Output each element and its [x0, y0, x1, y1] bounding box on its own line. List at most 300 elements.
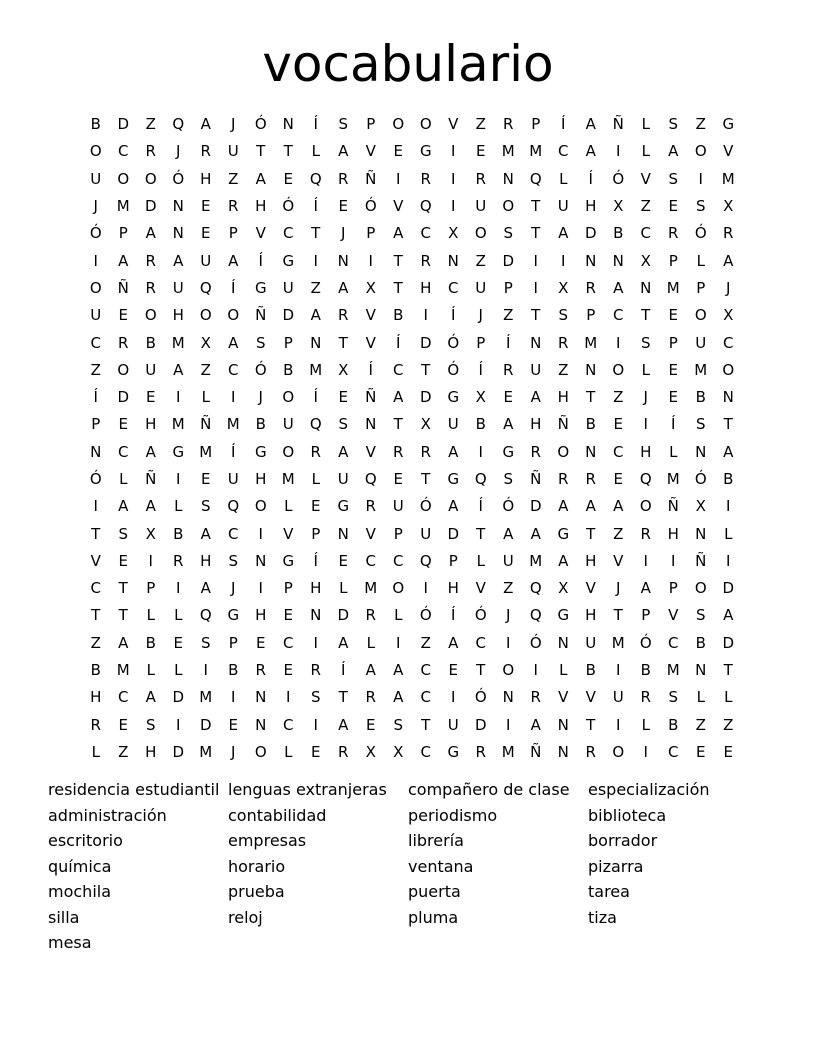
grid-letter: Ñ — [557, 415, 569, 434]
grid-letter: E — [311, 742, 321, 761]
grid-letter: P — [311, 524, 321, 543]
grid-letter: H — [255, 606, 267, 625]
grid-letter: L — [641, 142, 650, 161]
grid-letter: S — [640, 333, 651, 352]
word-list-item: reloj — [228, 907, 263, 927]
grid-letter: A — [585, 115, 596, 134]
grid-letter: U — [227, 142, 239, 161]
grid-letter: U — [502, 551, 514, 570]
grid-letter: Z — [503, 579, 514, 598]
grid-letter: M — [529, 142, 543, 161]
grid-letter: R — [365, 497, 376, 516]
grid-letter: O — [392, 579, 405, 598]
grid-letter: V — [640, 169, 651, 188]
grid-letter: G — [447, 388, 460, 407]
grid-letter: R — [420, 442, 431, 461]
grid-letter: D — [474, 715, 487, 734]
grid-letter: U — [282, 415, 294, 434]
grid-letter: M — [309, 360, 323, 379]
word-list-item: especialización — [588, 780, 710, 799]
grid-letter: V — [558, 688, 569, 707]
grid-letter: X — [640, 251, 651, 270]
grid-letter: X — [365, 278, 376, 297]
grid-letter: A — [448, 633, 459, 652]
grid-letter: Ó — [254, 360, 267, 379]
grid-letter: Q — [419, 551, 432, 570]
grid-letter: A — [613, 497, 624, 516]
grid-letter: G — [557, 606, 570, 625]
grid-row — [82, 630, 742, 657]
grid-letter: A — [145, 688, 156, 707]
grid-letter: S — [200, 497, 211, 516]
grid-letter: N — [255, 688, 267, 707]
grid-letter: N — [557, 633, 569, 652]
grid-letter: I — [643, 415, 648, 434]
grid-letter: A — [310, 306, 321, 325]
grid-letter: A — [530, 388, 541, 407]
grid-letter: H — [585, 551, 597, 570]
grid-letter: R — [365, 688, 376, 707]
grid-letter: L — [724, 524, 733, 543]
grid-letter: Z — [475, 251, 486, 270]
grid-letter: Ñ — [200, 415, 212, 434]
grid-letter: Í — [478, 360, 483, 379]
grid-letter: Ñ — [530, 742, 542, 761]
grid-letter: M — [666, 470, 680, 488]
grid-row — [82, 275, 742, 302]
grid-letter: R — [475, 169, 486, 188]
grid-letter: A — [338, 278, 349, 297]
grid-letter: A — [145, 224, 156, 243]
grid-letter: M — [529, 551, 543, 570]
grid-letter: X — [338, 360, 349, 379]
grid-letter: O — [694, 306, 707, 325]
grid-letter: O — [722, 360, 735, 379]
grid-letter: Í — [671, 415, 676, 434]
grid-letter: Ñ — [695, 551, 707, 570]
grid-letter: A — [448, 442, 459, 461]
grid-letter: C — [283, 224, 294, 243]
grid-letter: S — [695, 415, 706, 434]
grid-letter: T — [118, 606, 128, 625]
grid-letter: O — [199, 306, 212, 325]
grid-letter: M — [171, 333, 185, 352]
grid-letter: Z — [723, 715, 734, 734]
grid-letter: I — [698, 169, 703, 188]
grid-letter: U — [145, 360, 157, 379]
grid-letter: L — [174, 497, 183, 516]
grid-letter: R — [585, 470, 596, 488]
grid-letter: T — [393, 251, 403, 270]
grid-letter: Í — [313, 388, 318, 407]
grid-letter: S — [145, 715, 156, 734]
grid-letter: L — [476, 551, 485, 570]
word-list-item: compañero de clase — [408, 780, 570, 799]
grid-letter: I — [616, 142, 621, 161]
grid-letter: I — [93, 497, 98, 516]
grid-letter: I — [313, 633, 318, 652]
grid-letter: Q — [529, 579, 542, 598]
grid-letter: Q — [309, 169, 322, 188]
grid-letter: B — [228, 661, 239, 680]
grid-letter: L — [146, 606, 155, 625]
grid-row — [82, 575, 742, 602]
grid-letter: S — [695, 197, 706, 216]
grid-letter: J — [93, 197, 98, 216]
grid-letter: A — [338, 142, 349, 161]
grid-letter: A — [723, 251, 734, 270]
word-list-item: tiza — [588, 907, 617, 927]
grid-letter: C — [640, 224, 651, 243]
grid-letter: I — [176, 715, 181, 734]
grid-letter: S — [338, 115, 349, 134]
grid-letter: E — [118, 551, 128, 570]
grid-letter: E — [338, 197, 348, 216]
grid-letter: I — [616, 715, 621, 734]
grid-letter: S — [118, 524, 129, 543]
grid-letter: D — [722, 579, 735, 598]
grid-letter: N — [337, 251, 349, 270]
grid-letter: R — [310, 442, 321, 461]
grid-letter: I — [231, 388, 236, 407]
grid-letter: L — [669, 442, 678, 461]
grid-letter: L — [174, 606, 183, 625]
grid-letter: Í — [368, 360, 373, 379]
grid-letter: N — [585, 442, 597, 461]
grid-letter: B — [695, 388, 706, 407]
grid-letter: R — [255, 661, 266, 680]
grid-letter: R — [503, 115, 514, 134]
grid-letter: N — [585, 360, 597, 379]
grid-letter: T — [91, 524, 101, 543]
grid-letter: O — [612, 742, 625, 761]
grid-letter: N — [585, 251, 597, 270]
grid-letter: O — [117, 360, 130, 379]
grid-letter: T — [586, 715, 596, 734]
grid-letter: A — [118, 251, 129, 270]
grid-letter: M — [666, 661, 680, 680]
grid-letter: O — [612, 360, 625, 379]
grid-letter: V — [365, 306, 376, 325]
grid-letter: G — [254, 278, 267, 297]
grid-letter: P — [531, 115, 541, 134]
grid-letter: N — [90, 442, 102, 461]
grid-letter: Z — [640, 197, 651, 216]
grid-letter: S — [668, 688, 679, 707]
grid-letter: R — [118, 333, 129, 352]
grid-letter: M — [281, 470, 295, 488]
grid-letter: L — [119, 470, 128, 488]
grid-letter: C — [118, 688, 129, 707]
grid-letter: S — [310, 688, 321, 707]
grid-letter: A — [530, 715, 541, 734]
grid-letter: R — [365, 606, 376, 625]
grid-letter: M — [199, 742, 213, 761]
grid-letter: A — [228, 333, 239, 352]
grid-letter: O — [502, 197, 515, 216]
grid-letter: B — [475, 415, 486, 434]
grid-letter: G — [502, 442, 515, 461]
grid-letter: M — [116, 661, 130, 680]
grid-letter: L — [559, 169, 568, 188]
grid-letter: Ó — [419, 497, 432, 516]
grid-row — [82, 247, 742, 274]
grid-letter: A — [393, 388, 404, 407]
grid-letter: B — [393, 306, 404, 325]
word-list-item: ventana — [408, 856, 474, 876]
grid-letter: Ñ — [365, 388, 377, 407]
grid-letter: P — [283, 579, 293, 598]
grid-letter: I — [533, 278, 538, 297]
grid-letter: B — [145, 333, 156, 352]
grid-letter: N — [255, 715, 267, 734]
grid-letter: R — [530, 442, 541, 461]
grid-letter: C — [448, 278, 459, 297]
grid-letter: P — [91, 415, 101, 434]
grid-letter: P — [366, 115, 376, 134]
grid-letter: N — [530, 333, 542, 352]
grid-letter: O — [474, 224, 487, 243]
grid-letter: R — [668, 224, 679, 243]
grid-letter: O — [392, 115, 405, 134]
grid-letter: H — [447, 579, 459, 598]
grid-letter: I — [423, 579, 428, 598]
grid-letter: E — [338, 551, 348, 570]
grid-letter: R — [145, 251, 156, 270]
grid-letter: R — [338, 742, 349, 761]
grid-letter: Z — [310, 278, 321, 297]
grid-letter: U — [557, 197, 569, 216]
grid-letter: M — [199, 688, 213, 707]
grid-letter: I — [726, 551, 731, 570]
grid-letter: G — [282, 251, 295, 270]
grid-letter: Q — [309, 415, 322, 434]
grid-letter: V — [393, 197, 404, 216]
grid-letter: A — [723, 606, 734, 625]
grid-row — [82, 739, 742, 766]
grid-letter: L — [696, 688, 705, 707]
grid-letter: A — [200, 579, 211, 598]
grid-letter: I — [396, 169, 401, 188]
grid-letter: B — [723, 470, 734, 488]
grid-letter: T — [613, 606, 623, 625]
grid-letter: E — [311, 497, 321, 516]
grid-letter: M — [199, 442, 213, 461]
grid-letter: U — [475, 197, 487, 216]
grid-row — [82, 657, 742, 684]
grid-letter: P — [228, 224, 238, 243]
grid-row — [82, 493, 742, 520]
grid-letter: D — [172, 688, 185, 707]
grid-letter: B — [585, 661, 596, 680]
grid-letter: G — [447, 470, 460, 488]
grid-letter: I — [506, 715, 511, 734]
grid-letter: A — [393, 224, 404, 243]
grid-letter: U — [282, 278, 294, 297]
grid-row — [82, 602, 742, 629]
grid-letter: L — [394, 606, 403, 625]
grid-letter: R — [200, 142, 211, 161]
grid-letter: M — [171, 415, 185, 434]
word-list-item: escritorio — [48, 831, 123, 850]
grid-letter: V — [283, 524, 294, 543]
grid-row — [82, 302, 742, 329]
grid-letter: I — [451, 169, 456, 188]
grid-letter: M — [364, 579, 378, 598]
grid-letter: X — [365, 742, 376, 761]
grid-letter: E — [201, 197, 211, 216]
grid-letter: R — [530, 688, 541, 707]
word-list-item: mochila — [48, 882, 112, 901]
grid-letter: Ó — [282, 197, 295, 216]
grid-letter: N — [612, 251, 624, 270]
grid-letter: I — [368, 251, 373, 270]
grid-letter: E — [256, 633, 266, 652]
grid-letter: V — [585, 579, 596, 598]
grid-letter: Í — [341, 661, 346, 680]
grid-letter: T — [283, 142, 293, 161]
grid-letter: B — [90, 115, 101, 134]
grid-letter: H — [172, 306, 184, 325]
grid-letter: S — [228, 551, 239, 570]
grid-letter: M — [611, 633, 625, 652]
grid-letter: A — [255, 169, 266, 188]
grid-letter: P — [283, 333, 293, 352]
grid-letter: X — [723, 306, 734, 325]
grid-letter: C — [118, 442, 129, 461]
grid-letter: Ñ — [612, 115, 624, 134]
grid-letter: E — [228, 715, 238, 734]
grid-letter: D — [282, 306, 295, 325]
grid-letter: V — [613, 551, 624, 570]
grid-letter: O — [282, 388, 295, 407]
grid-letter: A — [338, 633, 349, 652]
grid-letter: D — [199, 715, 212, 734]
grid-letter: O — [419, 115, 432, 134]
grid-letter: A — [200, 524, 211, 543]
grid-letter: H — [200, 551, 212, 570]
grid-letter: G — [254, 442, 267, 461]
grid-letter: C — [118, 142, 129, 161]
grid-letter: Ñ — [365, 169, 377, 188]
grid-letter: C — [420, 688, 431, 707]
grid-letter: N — [695, 442, 707, 461]
grid-letter: I — [258, 579, 263, 598]
grid-letter: C — [723, 333, 734, 352]
grid-letter: E — [393, 142, 403, 161]
grid-letter: D — [419, 388, 432, 407]
word-list-item: librería — [408, 831, 464, 850]
grid-letter: N — [172, 197, 184, 216]
grid-letter: I — [451, 197, 456, 216]
grid-letter: U — [695, 333, 707, 352]
grid-letter: N — [310, 333, 322, 352]
grid-letter: I — [176, 470, 181, 488]
grid-letter: V — [255, 224, 266, 243]
grid-letter: P — [641, 606, 651, 625]
grid-letter: Z — [558, 360, 569, 379]
grid-letter: Ó — [694, 470, 707, 488]
grid-letter: P — [668, 579, 678, 598]
word-list-item: residencia estudiantil — [48, 780, 220, 799]
grid-letter: J — [258, 388, 263, 407]
grid-letter: M — [116, 197, 130, 216]
grid-letter: I — [671, 551, 676, 570]
grid-letter: L — [641, 715, 650, 734]
word-list-item: puerta — [408, 882, 461, 901]
grid-letter: N — [640, 278, 652, 297]
grid-letter: B — [640, 661, 651, 680]
grid-letter: M — [694, 360, 708, 379]
grid-letter: L — [366, 633, 375, 652]
grid-letter: D — [502, 251, 515, 270]
grid-letter: C — [420, 661, 431, 680]
grid-letter: J — [231, 579, 236, 598]
grid-letter: S — [255, 333, 266, 352]
grid-letter: A — [118, 633, 129, 652]
grid-letter: I — [396, 633, 401, 652]
grid-letter: V — [585, 688, 596, 707]
grid-letter: O — [639, 497, 652, 516]
grid-letter: L — [641, 115, 650, 134]
grid-letter: H — [200, 169, 212, 188]
grid-letter: A — [228, 251, 239, 270]
grid-letter: A — [558, 497, 569, 516]
grid-letter: N — [365, 415, 377, 434]
grid-letter: U — [90, 306, 102, 325]
grid-letter: N — [502, 169, 514, 188]
grid-letter: R — [558, 470, 569, 488]
grid-letter: Í — [313, 551, 318, 570]
grid-letter: Ó — [612, 169, 625, 188]
grid-letter: E — [613, 470, 623, 488]
grid-letter: Ó — [447, 333, 460, 352]
grid-letter: C — [283, 715, 294, 734]
grid-letter: A — [448, 497, 459, 516]
grid-letter: Ó — [447, 360, 460, 379]
grid-letter: M — [226, 415, 240, 434]
grid-letter: G — [419, 142, 432, 161]
grid-letter: C — [420, 742, 431, 761]
grid-letter: E — [283, 169, 293, 188]
grid-letter: T — [531, 197, 541, 216]
grid-letter: I — [176, 579, 181, 598]
grid-letter: P — [118, 224, 128, 243]
grid-letter: L — [91, 742, 100, 761]
grid-letter: U — [585, 633, 597, 652]
word-list — [48, 777, 788, 956]
grid-letter: I — [423, 306, 428, 325]
grid-letter: O — [89, 142, 102, 161]
grid-letter: I — [258, 524, 263, 543]
grid-letter: D — [722, 633, 735, 652]
grid-letter: Z — [503, 306, 514, 325]
grid-letter: Z — [90, 633, 101, 652]
grid-letter: H — [530, 415, 542, 434]
word-list-item: contabilidad — [228, 805, 327, 825]
word-list-item: biblioteca — [588, 805, 667, 825]
grid-letter: E — [668, 360, 678, 379]
grid-letter: N — [695, 524, 707, 543]
grid-letter: N — [722, 388, 734, 407]
grid-letter: I — [616, 661, 621, 680]
grid-letter: Ó — [529, 633, 542, 652]
grid-letter: L — [641, 360, 650, 379]
word-list-item: empresas — [228, 831, 307, 850]
grid-letter: E — [283, 606, 293, 625]
grid-letter: D — [529, 497, 542, 516]
grid-letter: C — [90, 579, 101, 598]
